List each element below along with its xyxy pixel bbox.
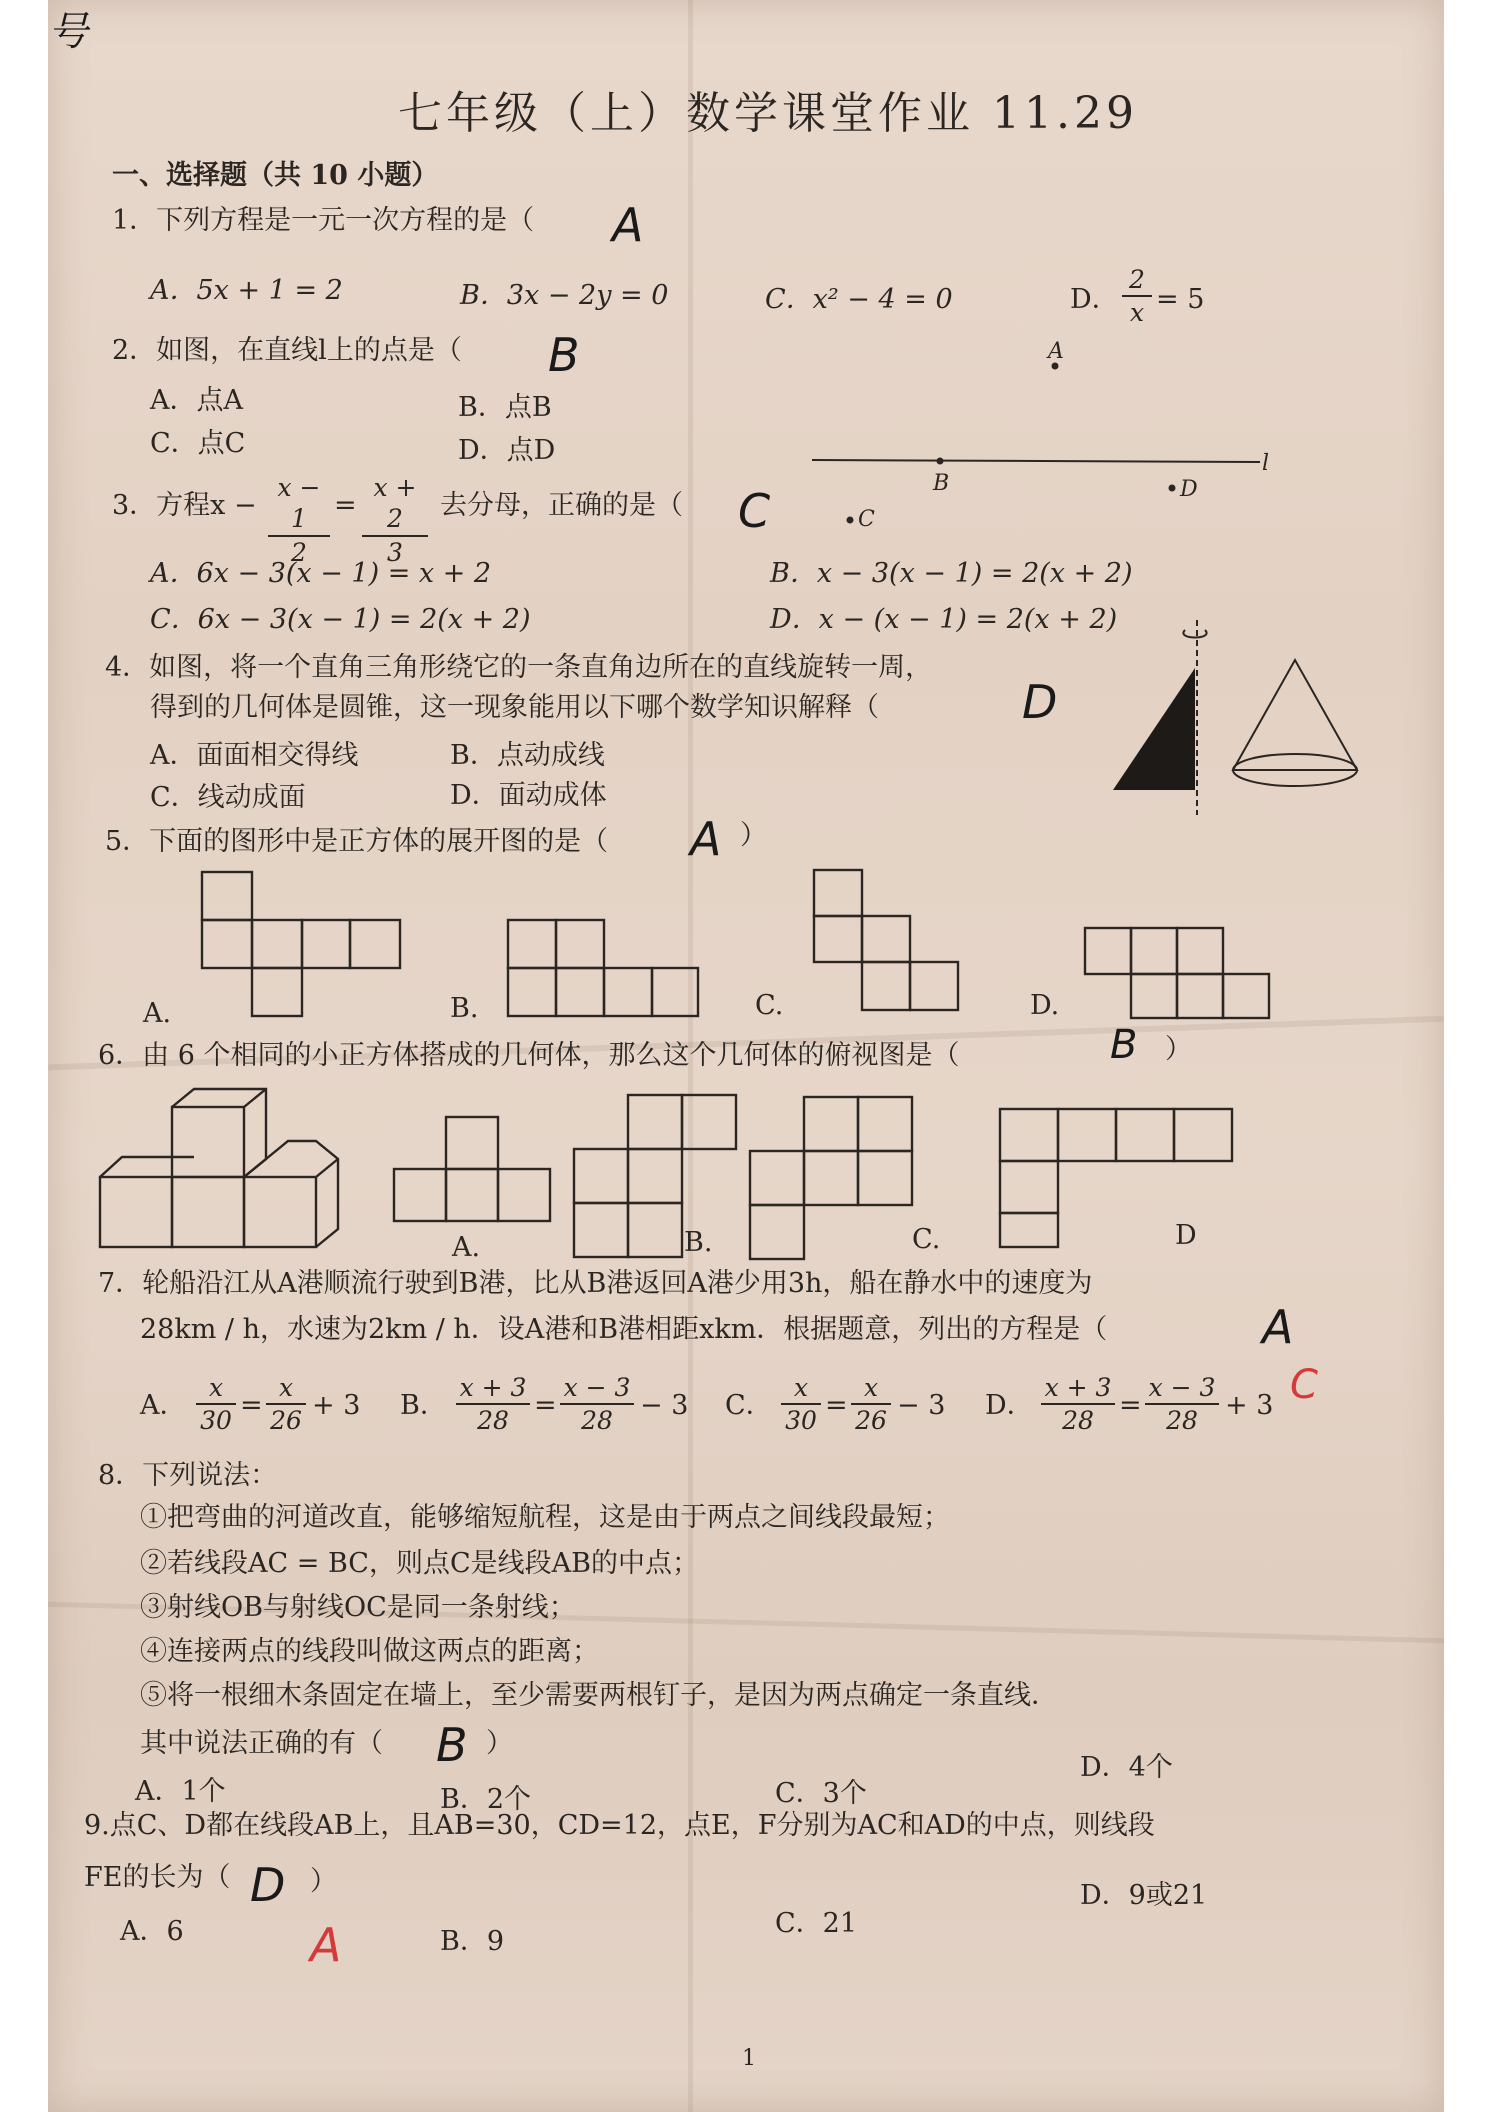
- q7-option-fraction-2: [851, 1372, 891, 1437]
- q8-stem: 8．下列说法：: [98, 1460, 278, 1491]
- q3-option-d: D．x − (x − 1) = 2(x + 2): [770, 604, 1118, 635]
- q2-option-d: D．点D: [458, 435, 556, 466]
- q4-line-2: 得到的几何体是圆锥，这一现象能用以下哪个数学知识解释（: [150, 692, 879, 723]
- q9-option-c: C．21: [775, 1908, 858, 1939]
- q5-nets-figure: [150, 870, 1280, 1020]
- q5-label-a: A.: [143, 998, 172, 1029]
- q3-answer: C: [738, 484, 771, 538]
- q1-option-b: B．3x − 2y = 0: [460, 280, 669, 311]
- point-a-label: A: [1048, 339, 1064, 364]
- q1-d-denominator: x: [1122, 295, 1152, 328]
- q9-close: ）: [310, 1866, 337, 1897]
- q9-option-b: B．9: [440, 1926, 505, 1957]
- q7-denominator: 26: [266, 1403, 306, 1436]
- q7-option-fraction-2: [560, 1372, 634, 1437]
- q8-answer: B: [436, 1718, 468, 1772]
- q7-option-equals: =: [1119, 1390, 1142, 1421]
- q3-stem-post: 去分母，正确的是（: [440, 490, 683, 521]
- q4-answer: D: [1022, 675, 1058, 729]
- q7-option-tail: − 3: [640, 1390, 689, 1421]
- q4-option-b: B．点动成线: [450, 740, 605, 771]
- q8-option-c: C．3个: [775, 1778, 867, 1809]
- net-c: [814, 870, 958, 1010]
- q8-item-5: ⑤将一根细木条固定在墙上，至少需要两根钉子，是因为两点确定一条直线．: [140, 1680, 1058, 1711]
- q7-denominator: 30: [196, 1403, 236, 1436]
- q2-stem: 2．如图，在直线l上的点是（: [112, 335, 462, 366]
- q3-option-c: C．6x − 3(x − 1) = 2(x + 2): [150, 604, 531, 635]
- q2-option-c: C．点C: [150, 428, 246, 459]
- q7-option-tail: + 3: [312, 1390, 361, 1421]
- q2-answer: B: [548, 328, 580, 382]
- right-triangle: [1113, 668, 1195, 790]
- q6-label-c: C.: [912, 1224, 941, 1255]
- q7-option-label: C．: [725, 1390, 773, 1421]
- q7-numerator: x + 3: [1044, 1373, 1112, 1402]
- q7-option-equals: =: [240, 1390, 263, 1421]
- q9-option-d: D．9或21: [1080, 1880, 1208, 1911]
- q9-line-2: FE的长为（: [84, 1862, 231, 1893]
- q5-stem: 5．下面的图形中是正方体的展开图的是（: [105, 826, 609, 857]
- q4-option-a: A．面面相交得线: [150, 740, 359, 771]
- q7-correction: C: [1290, 1362, 1318, 1408]
- q7-numerator: x + 3: [459, 1373, 527, 1402]
- q3-equals: =: [334, 490, 357, 521]
- q1-option-a: A．5x + 1 = 2: [150, 275, 343, 306]
- q8-close: ）: [486, 1728, 513, 1759]
- q7-option-fraction-2: [266, 1372, 306, 1437]
- q2-option-b: B．点B: [458, 392, 552, 423]
- q1-option-d: D．: [1070, 284, 1119, 315]
- line-l-label: l: [1262, 451, 1270, 476]
- net-a: [202, 872, 400, 1016]
- q7-denominator: 26: [851, 1403, 891, 1436]
- q7-option-tail: − 3: [897, 1390, 946, 1421]
- q2-line-figure: [800, 330, 1280, 530]
- q3-frac1-denominator: 2: [268, 535, 330, 568]
- q6-label-a: A.: [452, 1232, 481, 1263]
- q6-label-d: D: [1175, 1220, 1197, 1251]
- q9-answer: D: [250, 1858, 286, 1912]
- q2-option-a: A．点A: [150, 385, 243, 416]
- q8-item-1: ①把弯曲的河道改直，能够缩短航程，这是由于两点之间线段最短；: [140, 1502, 950, 1533]
- q8-item-4: ④连接两点的线段叫做这两点的距离；: [140, 1636, 599, 1667]
- page-title: 七年级（上）数学课堂作业 11.29: [398, 88, 1138, 139]
- q7-denominator: 28: [560, 1403, 634, 1436]
- q6-stem: 6．由 6 个相同的小正方体搭成的几何体，那么这个几何体的俯视图是（: [98, 1040, 960, 1071]
- q5-close: ）: [740, 820, 767, 851]
- q7-option-fraction-1: [456, 1372, 530, 1437]
- q7-option-fraction-1: [196, 1372, 236, 1437]
- q3-frac2-numerator: x + 2: [373, 473, 417, 534]
- q7-numerator: x: [208, 1373, 224, 1402]
- q8-option-d: D．4个: [1080, 1752, 1173, 1783]
- q7-option-fraction-2: [1145, 1372, 1219, 1437]
- q1-d-numerator: 2: [1129, 265, 1145, 294]
- rotation-arrow-icon: [1183, 630, 1206, 638]
- q4-option-d: D．面动成体: [450, 780, 607, 811]
- q3-fraction-1: [268, 472, 330, 568]
- q7-option-label: D．: [985, 1390, 1034, 1421]
- q9-correction: A: [310, 1918, 342, 1972]
- q4-option-c: C．线动成面: [150, 782, 306, 813]
- q7-numerator: x: [863, 1373, 879, 1402]
- point-d-label: D: [1180, 477, 1198, 502]
- q3-frac2-denominator: 3: [362, 535, 428, 568]
- q3-frac1-numerator: x − 1: [277, 473, 321, 534]
- point-d: [1169, 485, 1176, 492]
- q9-line-1: 9.点C、D都在线段AB上，且AB=30，CD=12，点E，F分别为AC和AD的中点，则线段: [84, 1810, 1155, 1841]
- line-l: [812, 460, 1260, 462]
- q7-answer: A: [1262, 1300, 1294, 1354]
- point-b: [937, 458, 944, 465]
- q7-denominator: 28: [1041, 1403, 1115, 1436]
- q5-label-d: D.: [1030, 990, 1060, 1021]
- q7-denominator: 28: [1145, 1403, 1219, 1436]
- q1-option-c: C．x² − 4 = 0: [765, 284, 953, 315]
- q7-numerator: x: [278, 1373, 294, 1402]
- q5-label-b: B.: [450, 993, 479, 1024]
- q6-view-a: [394, 1117, 550, 1221]
- q7-option-tail: + 3: [1225, 1390, 1274, 1421]
- q3-option-a: A．6x − 3(x − 1) = x + 2: [150, 558, 492, 589]
- q1-stem: 1．下列方程是一元一次方程的是（: [112, 205, 535, 236]
- q8-item-3: ③射线OB与射线OC是同一条射线；: [140, 1592, 576, 1623]
- q7-option-fraction-1: [1041, 1372, 1115, 1437]
- net-d: [1085, 928, 1269, 1018]
- q7-numerator: x − 3: [1148, 1373, 1216, 1402]
- q4-rotation-figure: [1105, 610, 1365, 830]
- q3-stem-pre: 3．方程x −: [112, 490, 257, 521]
- q6-answer: B: [1110, 1022, 1138, 1068]
- q4-line-1: 4．如图，将一个直角三角形绕它的一条直角边所在的直线旋转一周，: [105, 652, 933, 683]
- section-heading: 一、选择题（共 10 小题）: [112, 160, 439, 191]
- q5-answer: A: [690, 812, 722, 866]
- q7-option-label: B．: [400, 1390, 447, 1421]
- q3-fraction-2: [362, 472, 428, 568]
- point-c: [847, 517, 854, 524]
- q9-option-a: A．6: [120, 1916, 184, 1947]
- q7-line-2: 28km / h，水速为2km / h．设A港和B港相距xkm．根据题意，列出的方程是（: [140, 1314, 1108, 1345]
- q8-item-2: ②若线段AC = BC，则点C是线段AB的中点；: [140, 1548, 699, 1579]
- point-c-label: C: [858, 507, 875, 532]
- q6-view-d: [1000, 1109, 1232, 1247]
- net-b: [508, 920, 698, 1016]
- q7-numerator: x: [793, 1373, 809, 1402]
- corner-mark: 号: [48, 9, 88, 55]
- q8-option-a: A．1个: [135, 1776, 226, 1807]
- q5-label-c: C.: [755, 990, 784, 1021]
- q1-answer: A: [612, 198, 644, 252]
- page-number: 1: [742, 2046, 756, 2071]
- point-b-label: B: [933, 471, 950, 496]
- q6-close: ）: [1165, 1034, 1192, 1065]
- q7-option-fraction-1: [781, 1372, 821, 1437]
- q7-option-label: A．: [140, 1390, 187, 1421]
- q3-option-b: B．x − 3(x − 1) = 2(x + 2): [770, 558, 1133, 589]
- q8-prompt: 其中说法正确的有（: [140, 1728, 383, 1759]
- q6-label-b: B.: [684, 1227, 713, 1258]
- q7-denominator: 28: [456, 1403, 530, 1436]
- q1-d-fraction: [1122, 264, 1152, 329]
- q6-view-c: [750, 1097, 912, 1259]
- q7-numerator: x − 3: [563, 1373, 631, 1402]
- q1-d-rhs: = 5: [1156, 284, 1205, 315]
- q6-solid: [100, 1089, 338, 1247]
- q7-option-equals: =: [534, 1390, 557, 1421]
- q7-line-1: 7．轮船沿江从A港顺流行驶到B港，比从B港返回A港少用3h，船在静水中的速度为: [98, 1268, 1093, 1299]
- q8-option-b: B．2个: [440, 1784, 532, 1815]
- q7-option-equals: =: [825, 1390, 848, 1421]
- q7-denominator: 30: [781, 1403, 821, 1436]
